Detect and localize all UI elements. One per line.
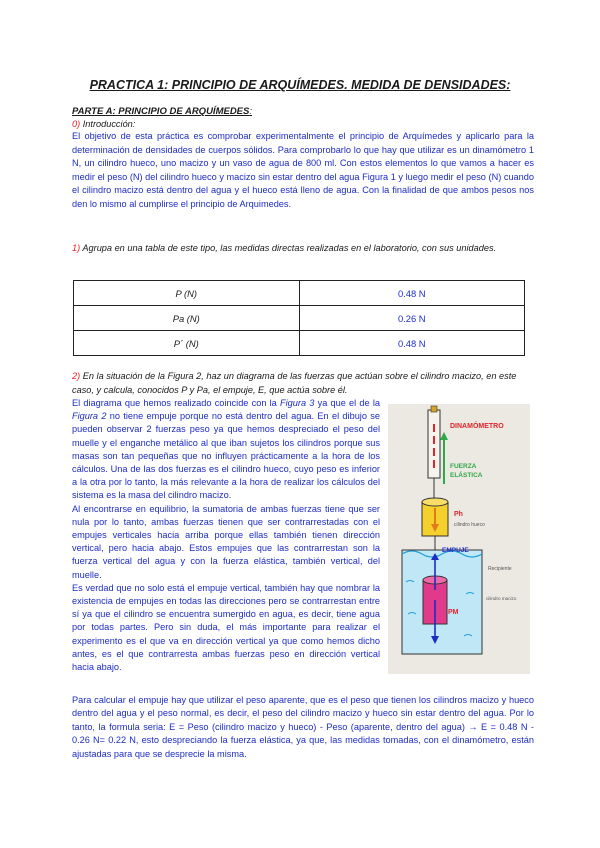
label-cilindro-macizo: cilindro macizo xyxy=(486,596,517,601)
answer-paragraph-1 xyxy=(72,397,380,503)
question-2-figure-ref: Figura 2 xyxy=(167,371,202,381)
table-row xyxy=(74,331,525,356)
question-1-number: 1) xyxy=(72,243,81,253)
label-elastica: ELÁSTICA xyxy=(450,472,483,479)
table-cell-label: P (N) xyxy=(74,281,300,306)
question-1 xyxy=(72,242,534,256)
answer-text: ya que el de la xyxy=(314,398,380,408)
label-recipiente: Recipiente xyxy=(488,566,512,572)
intro-number: 0) xyxy=(72,119,81,129)
question-2-text-a: En la situación de la xyxy=(82,371,168,381)
answer-paragraph-3: Es verdad que no solo está el empuje vertical, también hay que nombrar la existencia de empujes en todas las direcciones pero se contrarrestan entre sí ya que el cilindro se encuentra sumergido en agua, es decir, tiene agua por todas partes. Pero sin duda, el más importante para realizar el experimento es el que va en dirección vertical ya que como hemos dicho antes, es el que contrarresta ambas fuerzas peso en dirección vertical hacia abajo. xyxy=(72,582,380,673)
figure-3-ref: Figura 3 xyxy=(280,398,315,408)
measurements-table xyxy=(73,280,525,356)
answer-column xyxy=(72,397,380,674)
question-2-text-b: , haz un diagrama de las fuerzas que actúan sobre el cilindro macizo, en este caso, y calcula, conocidos P y Pa, el empuje, E, que actúa sobre él. xyxy=(72,371,517,395)
table-row xyxy=(74,281,525,306)
answer-text: El diagrama que hemos realizado coincide con la xyxy=(72,398,281,408)
table-cell-value: 0.48 N xyxy=(299,281,525,306)
page-title: PRACTICA 1: PRINCIPIO DE ARQUÍMEDES. MEDIDA DE DENSIDADES: xyxy=(89,78,511,92)
section-heading-colon: : xyxy=(249,106,252,117)
intro-body: El objetivo de esta práctica es comprobar experimentalmente el principio de Arquímedes y aplicarlo para la determinación de densidades de cuerpos sólidos. Para comprobarlo lo que hay que utilizar es un dinamómetro 1 N, un cilindro hueco, uno macizo y un vaso de agua de 800 ml. Con estos elementos lo que vamos a hacer es medir el peso (N) del cilindro hueco y macizo sin estar dentro del agua Figura 1 y luego medir el peso (N) cuando el cilindro macizo está dentro del agua y el hueco está lleno de agua. Con la finalidad de que ambos pesos nos den lo mismo al cumplirse el principio de Arquimedes. xyxy=(72,131,534,209)
label-fuerza: FUERZA xyxy=(450,463,477,470)
answer-text: no tiene empuje porque no está dentro del agua. En el dibujo se pueden observar 2 fuerzas peso ya que hemos despreciado el peso del muelle y el enganche metálico al que iban sujetos los cilindros porque sus masas son tan pequeñas que no influyen prácticamente a la hora de los cálculos. Una de las dos fuerzas es el cilindro hueco, cuyo peso es inferior a la otra por lo tanto, la más relevante a la hora de realizar los cálculos del sistema es la masa del cilindro macizo. xyxy=(72,411,380,501)
table-cell-value: 0.26 N xyxy=(299,306,525,331)
figure-2-ref: Figura 2 xyxy=(72,411,107,422)
hollow-cylinder-top-icon xyxy=(422,498,448,506)
label-empuje: EMPUJE xyxy=(442,547,469,554)
force-diagram-photo xyxy=(388,404,530,674)
table-row xyxy=(74,306,525,331)
table-cell-value: 0.48 N xyxy=(299,331,525,356)
label-ph: Ph xyxy=(454,511,463,518)
question-2 xyxy=(72,370,534,397)
label-dinamometro: DINAMÓMETRO xyxy=(450,423,504,430)
question-1-text: Agrupa en una tabla de este tipo, las medidas directas realizadas en el laboratorio, con sus unidades. xyxy=(82,243,497,253)
label-pm: PM xyxy=(448,609,459,616)
question-2-number: 2) xyxy=(72,371,81,381)
section-heading xyxy=(72,106,252,117)
intro-label: Introducción: xyxy=(82,119,136,129)
dynamometer-top-icon xyxy=(431,406,437,412)
table-cell-label: P´ (N) xyxy=(74,331,300,356)
table-cell-label: Pa (N) xyxy=(74,306,300,331)
section-heading-text: PARTE A: PRINCIPIO DE ARQUÍMEDES xyxy=(72,106,250,117)
label-cilindro-hueco: cilindro hueco xyxy=(454,522,485,528)
answer-paragraph-2: Al encontrarse en equilibrio, la sumatoria de ambas fuerzas tiene que ser nula por lo tanto, ambas fuerzas tienen que ser contrarrestadas con el empujes verticales hacia arriba porque ellas también tienen dirección vertical, pero hacia abajo. Estos empujes que las contrarrestan son la fuerza vertical del agua y con la fuerza elástica, también vertical, del muelle. xyxy=(72,503,380,580)
answer-paragraph-4: Para calcular el empuje hay que utilizar el peso aparente, que es el peso que tienen los cilindros macizo y hueco dentro del agua y el peso normal, es decir, el peso del cilindro macizo y hueco sin estar dentro del agua. Por lo tanto, la formula seria: E = Peso (cilindro macizo y hueco) - Peso (aparente, dentro del agua) → E = 0.48 N - 0.26 N= 0.22 N, esto despreciando la fuerza elástica, ya que, las medidas tomadas, con el dinamómetro, están ajustadas para que se desprecie la misma. xyxy=(72,695,534,759)
